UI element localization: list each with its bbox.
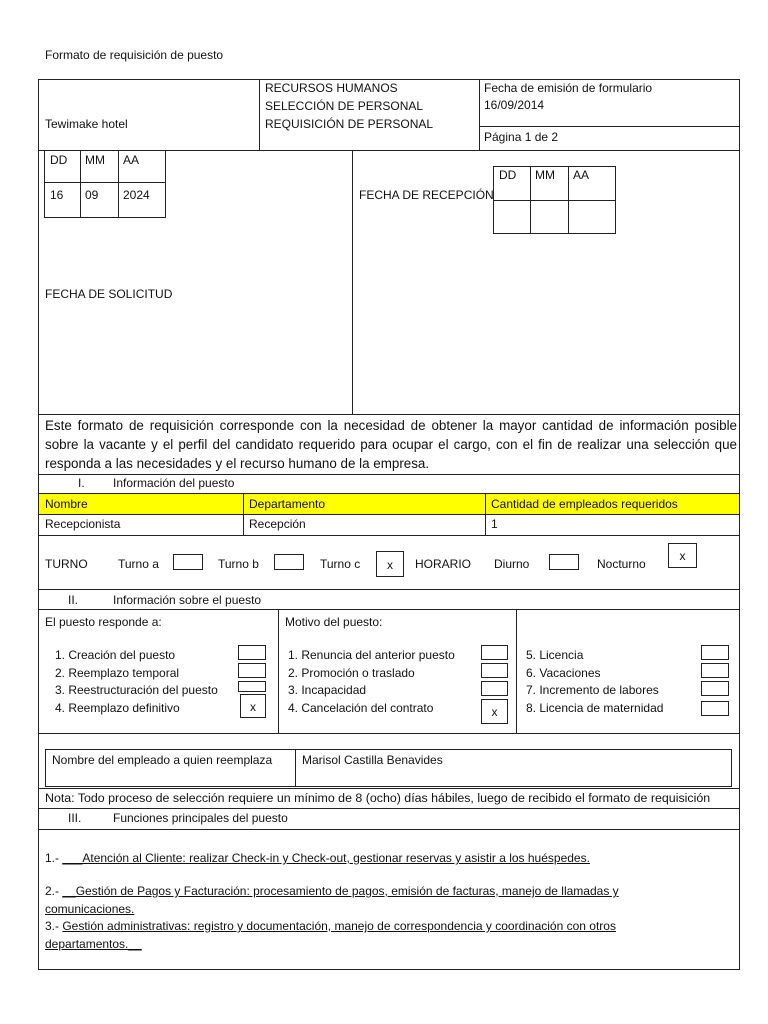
department-name: Recepción xyxy=(249,517,306,531)
turno-b-checkbox[interactable] xyxy=(274,554,304,570)
section-number: III. xyxy=(68,811,82,825)
nocturno-checkbox[interactable]: x xyxy=(668,543,697,568)
maternity-checkbox[interactable] xyxy=(701,701,729,716)
function-text: __Gestión de Pagos y Facturación: procesamiento de pagos, emisión de facturas, manejo de llamadas y xyxy=(62,884,619,898)
replacement-name: Marisol Castilla Benavides xyxy=(302,753,443,767)
function-item xyxy=(45,919,616,933)
motive-item: 8. Licencia de maternidad xyxy=(526,701,664,715)
section-number: II. xyxy=(68,593,79,607)
date-label-dd: DD xyxy=(50,153,68,167)
column-title: Motivo del puesto: xyxy=(285,615,383,629)
turno-a-checkbox[interactable] xyxy=(173,554,203,570)
function-number: 1.- xyxy=(45,851,63,865)
horario-label: HORARIO xyxy=(415,557,472,571)
turno-c-checkbox[interactable]: x xyxy=(376,551,404,577)
request-month: 09 xyxy=(85,188,99,202)
document-title: Formato de requisición de puesto xyxy=(45,48,224,62)
column-title: El puesto responde a: xyxy=(45,615,162,629)
reason-item: 2. Reemplazo temporal xyxy=(55,666,180,680)
section-title: Funciones principales del puesto xyxy=(113,811,288,825)
request-year: 2024 xyxy=(123,188,150,202)
motive-item: 2. Promoción o traslado xyxy=(288,666,415,680)
dept-line: REQUISICIÓN DE PERSONAL xyxy=(265,117,434,131)
date-label-dd: DD xyxy=(499,168,517,182)
request-date-caption: FECHA DE SOLICITUD xyxy=(45,287,173,301)
function-text: Gestión administrativas: registro y documentación, manejo de correspondencia y coordinación con otros xyxy=(62,919,616,933)
restructuring-checkbox[interactable] xyxy=(238,681,266,692)
date-label-aa: AA xyxy=(573,168,590,182)
definitive-replacement-checkbox[interactable]: x xyxy=(240,694,266,718)
function-item xyxy=(45,884,619,898)
motive-item: 3. Incapacidad xyxy=(288,683,367,697)
motive-item: 4. Cancelación del contrato xyxy=(288,701,434,715)
dept-line: RECURSOS HUMANOS xyxy=(265,81,398,95)
nocturno-label: Nocturno xyxy=(597,557,646,571)
turno-b-label: Turno b xyxy=(218,557,259,571)
vacation-checkbox[interactable] xyxy=(701,663,729,678)
creation-checkbox[interactable] xyxy=(238,645,266,660)
intro-paragraph: Este formato de requisición corresponde con la necesidad de obtener la mayor cantidad de información posible sobre la vacante y el perfil del candidato requerido para ocupar el cargo, con el fin de realizar una selección que responda a las necesidades y el recurso humano de la empresa. xyxy=(45,418,737,471)
diurno-checkbox[interactable] xyxy=(549,554,579,570)
function-item xyxy=(45,851,590,865)
promotion-checkbox[interactable] xyxy=(481,663,508,678)
reception-date-caption: FECHA DE RECEPCIÓN xyxy=(359,188,494,202)
request-day: 16 xyxy=(50,188,64,202)
replacement-label: Nombre del empleado a quien reemplaza xyxy=(52,753,273,767)
function-text: comunicaciones. xyxy=(45,902,135,916)
workload-checkbox[interactable] xyxy=(701,681,729,696)
column-header: Cantidad de empleados requeridos xyxy=(491,497,678,511)
motive-item: 1. Renuncia del anterior puesto xyxy=(288,648,455,662)
employee-count: 1 xyxy=(491,517,498,531)
contract-cancel-checkbox[interactable]: x xyxy=(481,699,508,724)
emission-label: Fecha de emisión de formulario xyxy=(484,81,653,95)
turno-c-label: Turno c xyxy=(320,557,361,571)
motive-item: 7. Incremento de labores xyxy=(526,683,659,697)
company-name: Tewimake hotel xyxy=(45,117,128,131)
function-number: 2.- xyxy=(45,884,63,898)
column-header: Nombre xyxy=(45,497,88,511)
dept-line: SELECCIÓN DE PERSONAL xyxy=(265,99,424,113)
section-title: Información sobre el puesto xyxy=(113,593,262,607)
reason-item: 4. Reemplazo definitivo xyxy=(55,701,180,715)
function-text: departamentos.__ xyxy=(45,937,142,951)
diurno-label: Diurno xyxy=(494,557,530,571)
emission-date: 16/09/2014 xyxy=(484,98,545,112)
date-label-mm: MM xyxy=(535,168,555,182)
motive-item: 6. Vacaciones xyxy=(526,666,601,680)
function-number: 3.- xyxy=(45,919,63,933)
temp-replacement-checkbox[interactable] xyxy=(238,663,266,678)
turno-a-label: Turno a xyxy=(118,557,159,571)
function-text: ___Atención al Cliente: realizar Check-in y Check-out, gestionar reservas y asistir a los huéspedes. xyxy=(62,851,590,865)
column-header: Departamento xyxy=(249,497,326,511)
motive-item: 5. Licencia xyxy=(526,648,584,662)
incapacity-checkbox[interactable] xyxy=(481,681,508,696)
position-name: Recepcionista xyxy=(45,517,121,531)
date-label-mm: MM xyxy=(85,153,105,167)
note-text: Nota: Todo proceso de selección requiere un mínimo de 8 (ocho) días hábiles, luego de recibido el formato de requisición xyxy=(45,791,711,805)
reason-item: 1. Creación del puesto xyxy=(55,648,176,662)
license-checkbox[interactable] xyxy=(701,645,729,660)
turno-label: TURNO xyxy=(45,557,88,571)
date-label-aa: AA xyxy=(123,153,140,167)
resignation-checkbox[interactable] xyxy=(481,645,508,660)
section-number: I. xyxy=(78,476,85,490)
section-title: Información del puesto xyxy=(113,476,235,490)
page-number: Página 1 de 2 xyxy=(484,130,559,144)
reason-item: 3. Reestructuración del puesto xyxy=(55,683,218,697)
